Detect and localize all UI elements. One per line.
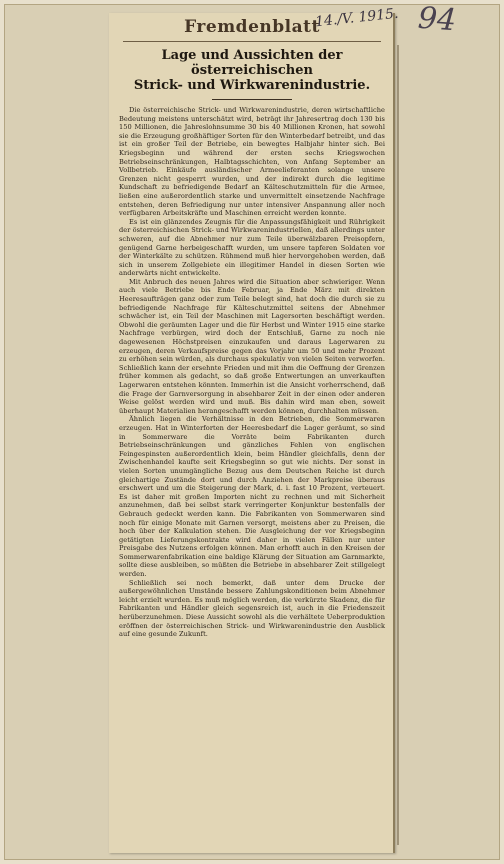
headline-rule xyxy=(212,99,292,100)
handwritten-page-number: 94 xyxy=(416,0,458,39)
paragraph-3: Mit Anbruch des neuen Jahres wird die Situation aber schwieriger. Wenn auch viele Betriebe bis Ende Februar, ja Ende März mit direkten Heeresaufträgen ganz oder zum Teile belegt sind, hat doch die durch sie zu befriedigende Nachfrage für Kälteschutzmittel seitens der Abnehmer schwächer ist, ein Teil der Maschinen mit Lagersorten beschäftigt werden. Obwohl die geräumten Lager und die für Herbst und Winter 1915 eine starke Nachfrage verbürgen, wird doch der Entschluß, Garne zu noch nie dagewesenen Höchstpreisen einzukaufen und daraus Lagerwaren zu erzeugen, deren Verkaufspreise gegen das Vorjahr um 50 und mehr Prozent zu erhöhen sein würden, als durchaus spekulativ von vielen Seiten verworfen. Schließlich kann der ersehnte Frieden und mit ihm die Oeffnung der Grenzen früher kommen als gedacht, so daß große Entwertungen an unverkauften Lagerwaren entstehen könnten. Immerhin ist die Ansicht vorherrschend, daß die Frage der Garnversorgung in absehbarer Zeit in der einen oder anderen Weise gelöst werden wird und muß. Bis dahin wird man eben, soweit überhaupt Materialien herangeschafft werden können, durchhalten müssen. xyxy=(119,277,385,415)
masthead: Fremdenblatt xyxy=(184,17,320,37)
newspaper-clipping xyxy=(109,13,395,853)
archive-sheet xyxy=(4,4,500,860)
paragraph-1: Die österreichische Strick- und Wirkwarenindustrie, deren wirtschaftliche Bedeutung meistens unterschätzt wird, beträgt ihr Jahresertrag doch 130 bis 150 Millionen, die Jahreslohnsumme 30 bis 40 Millionen Kronen, hat sowohl sie die Erzeugung großhäftiger Sorten für den Winterbedarf betreibt, und das ist ein großer Teil der Betriebe, ein bewegtes Halbjahr hinter sich. Bei Kriegsbeginn und während der ersten sechs Kriegswochen Betriebseinschränkungen, Halbtagsschichten, von Anfang September an Vollbetrieb. Einkäufe ausländischer Armeelieferanten solange unsere Grenzen nicht gesperrt wurden, und der indirekt durch die legitime Kundschaft zu befriedigende Bedarf an Kälteschutzmitteln für die Armee, ließen eine außerordentlich starke und unvermittelt einsetzende Nachfrage entstehen, deren Befriedigung nur unter intensiver Anspannung aller noch verfügbaren Arbeitskräfte und Maschinen erreicht werden konnte. xyxy=(119,106,385,218)
headline xyxy=(119,48,385,93)
handwritten-date: 14./V. 1915. xyxy=(314,5,400,31)
clipping-edge-shadow xyxy=(397,45,399,845)
headline-line-2: Strick- und Wirkwarenindustrie. xyxy=(133,78,371,93)
paragraph-2: Es ist ein glänzendes Zeugnis für die Anpassungsfähigkeit und Rührigkeit der österreichischen Strick- und Wirkwarenindustriellen, daß allerdings unter schweren, auf die Abnehmer nur zum Teile überwälzbaren Preisopfern, genügend Garne herbeigeschafft wurden, um unsere tapferen Soldaten vor der Winterkälte zu schützen. Rühmend muß hier hervorgehoben werden, daß sich in unserem Zollgebiete ein illegitimer Handel in diesen Sorten wie anderwärts nicht entwickelte. xyxy=(119,217,385,278)
paragraph-5: Schließlich sei noch bemerkt, daß unter dem Drucke der außergewöhnlichen Umstände bessere Zahlungskonditionen beim Abnehmer leicht erzielt wurden. Es muß möglich werden, die verkürzte Skadenz, die für Fabrikanten und Händler gleich segensreich ist, auch in die Friedenszeit herüberzunehmen. Diese Aussicht sowohl als die verhältete Ueberproduktion eröffnen der österreichischen Strick- und Wirkwarenindustrie den Ausblick auf eine gesunde Zukunft. xyxy=(119,578,385,639)
paragraph-4: Ähnlich liegen die Verhältnisse in den Betrieben, die Sommerwaren erzeugen. Hat in Winterforten der Heeresbedarf die Lager geräumt, so sind in Sommerware die Vorräte beim Fabrikanten durch Betriebseinschränkungen und gänzliches Fehlen von englischen Feingespinsten außerordentlich klein, beim Händler gleichfalls, denn der Zwischenhandel kaufte seit Kriegsbeginn so gut wie nichts. Der sonst in vielen Sorten unumgängliche Bezug aus dem Deutschen Reiche ist durch gleichartige Zustände dort und durch Anziehen der Markpreise überaus erschwert und um die Steigerung der Mark, d. i. fast 10 Prozent, verteuert. Es ist daher mit großen Importen nicht zu rechnen und mit Sicherheit anzunehmen, daß bei selbst stark verringerter Konjunktur bestenfalls der Gebrauch gedeckt werden kann. Die Fabrikanten von Sommerwaren sind noch für einige Monate mit Garnen versorgt, meistens aber zu Preisen, die hoch über der Kalkulation stehen. Die Ausgleichung der vor Kriegsbeginn getätigten Lieferungskontrakte wird daher in vielen Fällen nur unter Preisgabe des Nutzens erfolgen können. Man erhofft auch in den Kreisen der Sommerwarenfabrikation eine baldige Klärung der Situation am Garnmarkte, sollte diese ausbleiben, so müßten die Betriebe in absehbarer Zeit stillgelegt werden. xyxy=(119,415,385,579)
masthead-rule xyxy=(123,41,381,42)
headline-line-1: Lage und Aussichten der österreichischen xyxy=(161,48,343,78)
